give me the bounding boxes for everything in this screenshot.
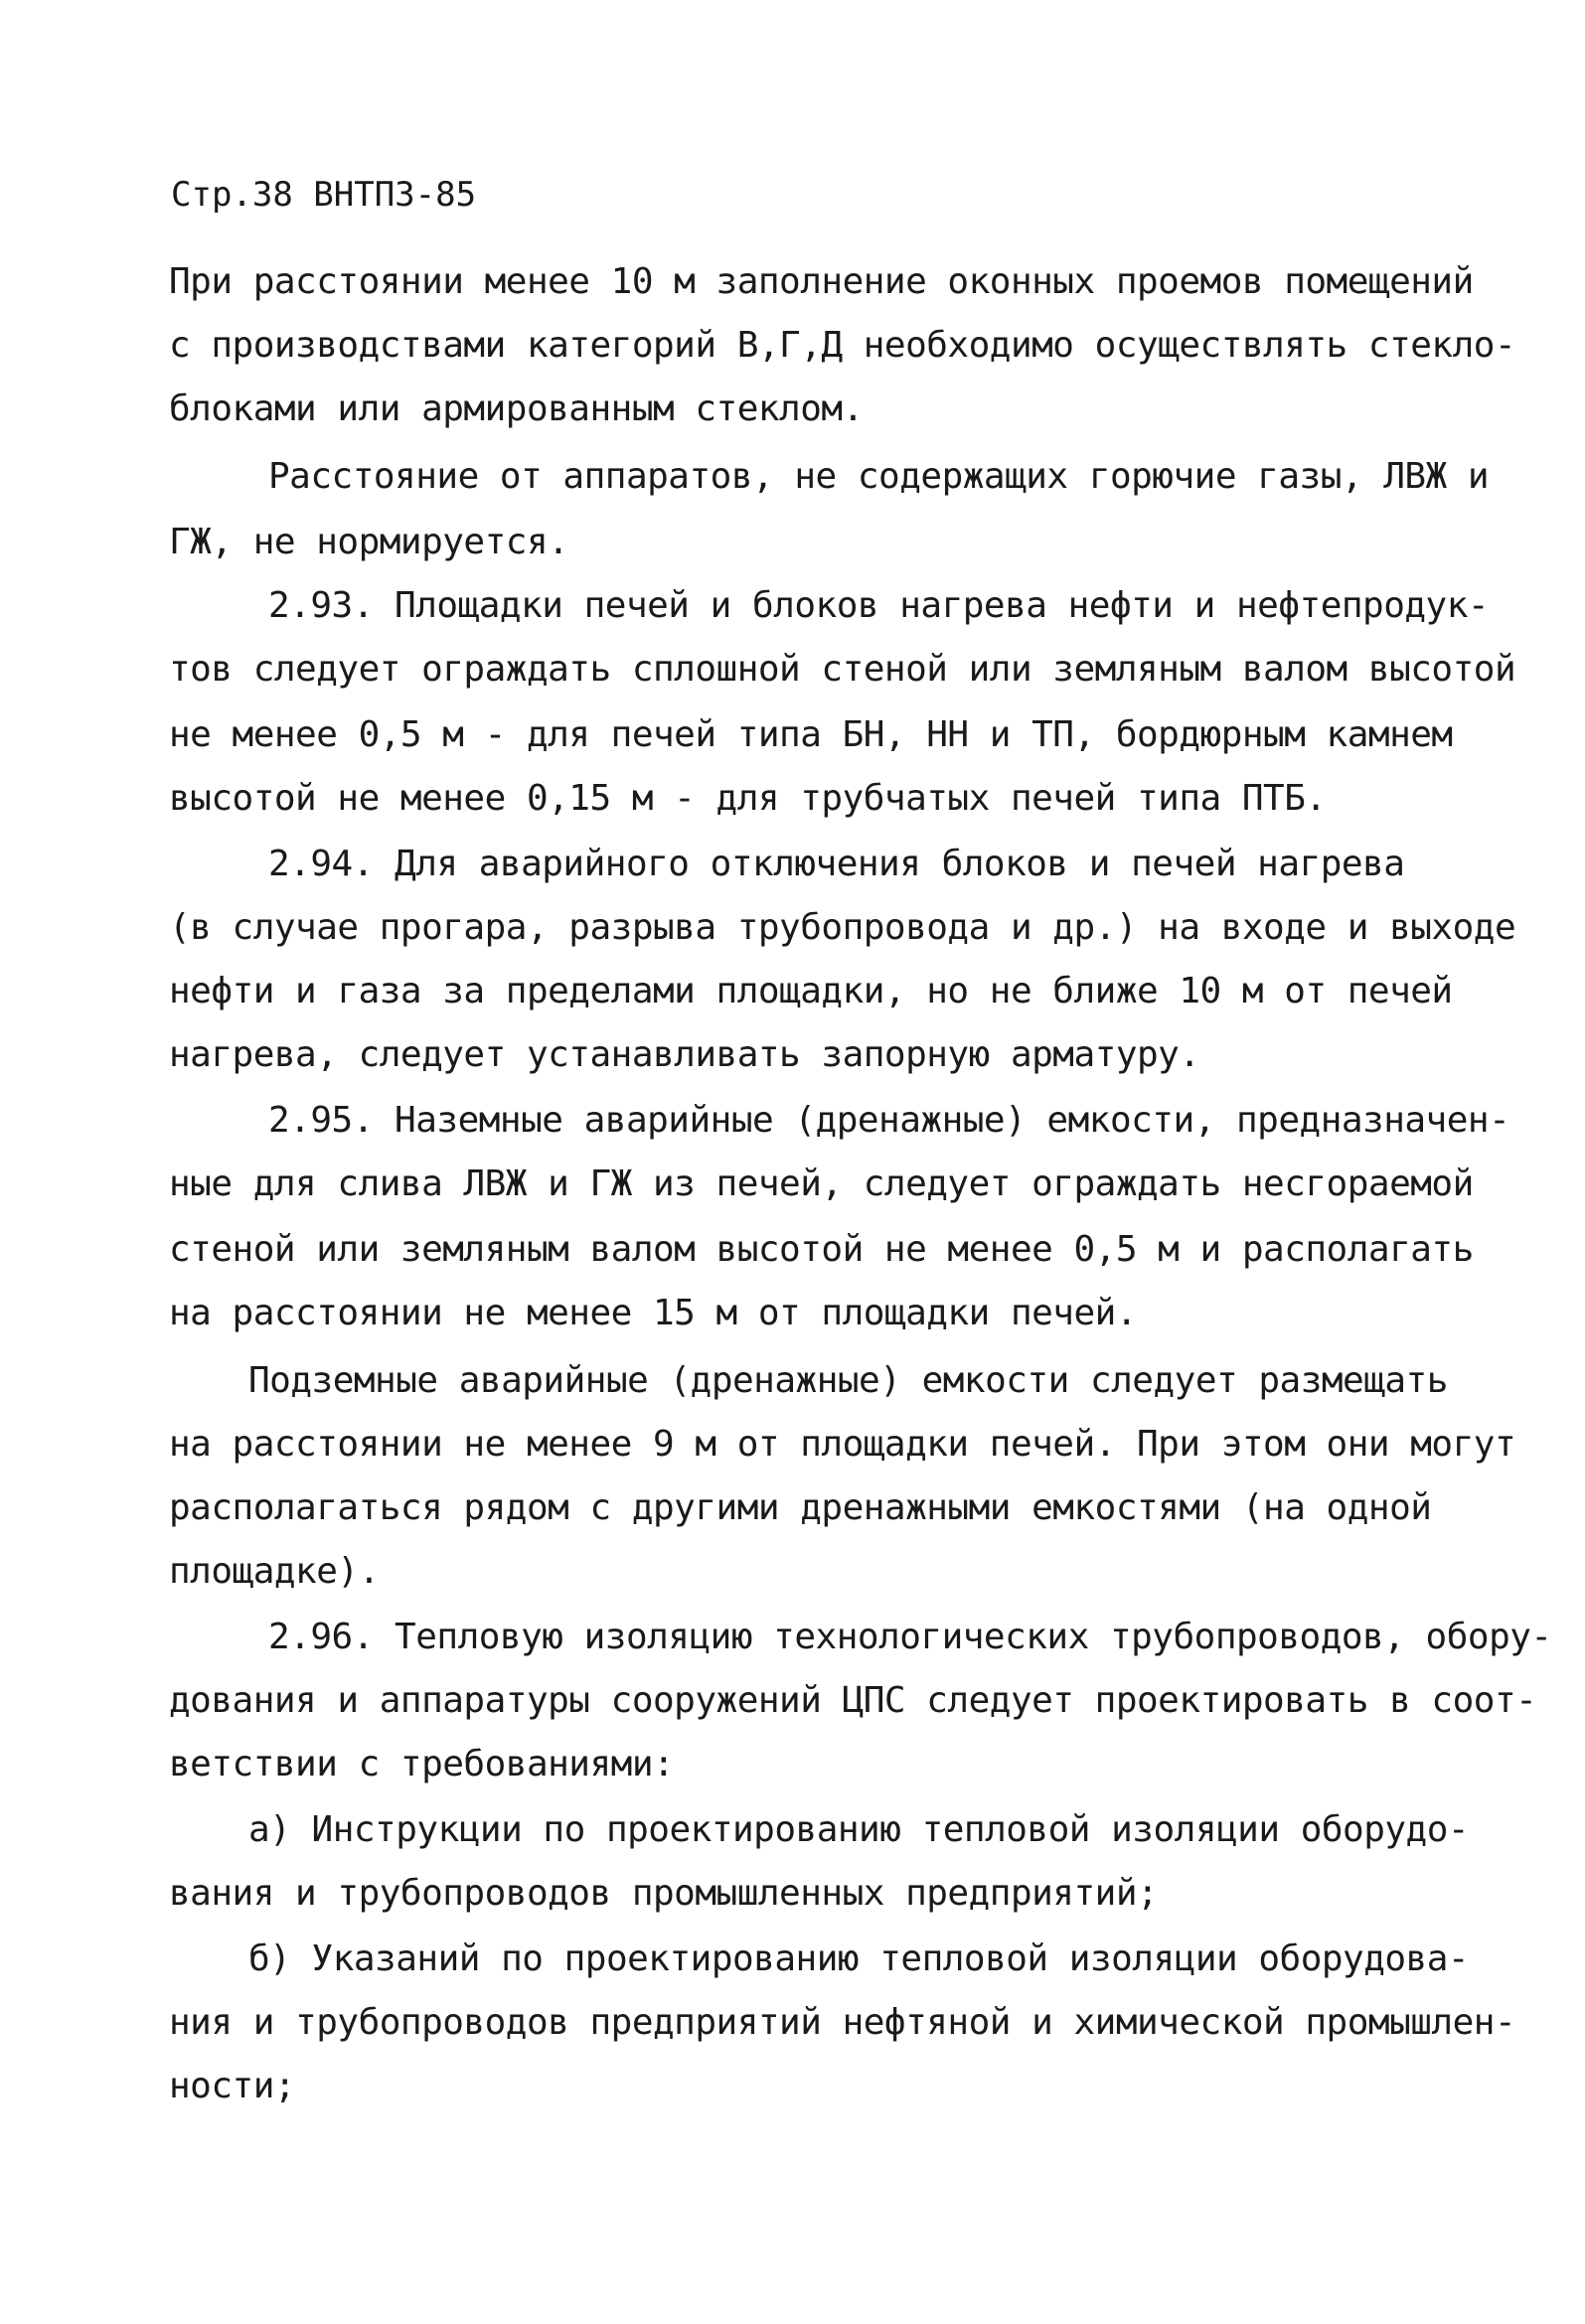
text-line: а) Инструкции по проектированию тепловой изоляции оборудо- bbox=[248, 1809, 1470, 1850]
text-line: блоками или армированным стеклом. bbox=[169, 388, 864, 429]
text-line: ветствии с требованиями: bbox=[169, 1744, 675, 1784]
text-line: Подземные аварийные (дренажные) емкости следует размещать bbox=[248, 1360, 1448, 1401]
page-header: Стр.38 ВНТПЗ-85 bbox=[171, 175, 477, 215]
text-line: располагаться рядом с другими дренажными емкостями (на одной bbox=[169, 1487, 1432, 1528]
text-line: 2.94. Для аварийного отключения блоков и печей нагрева bbox=[268, 844, 1405, 884]
text-line: При расстоянии менее 10 м заполнение оконных проемов помещений bbox=[169, 261, 1474, 302]
text-line: 2.93. Площадки печей и блоков нагрева нефти и нефтепродук- bbox=[268, 585, 1490, 626]
text-line: стеной или земляным валом высотой не менее 0,5 м и располагать bbox=[169, 1229, 1474, 1270]
text-line: ные для слива ЛВЖ и ГЖ из печей, следует ограждать несгораемой bbox=[169, 1163, 1474, 1204]
text-line: нагрева, следует устанавливать запорную арматуру. bbox=[169, 1034, 1200, 1075]
text-line: высотой не менее 0,15 м - для трубчатых печей типа ПТБ. bbox=[169, 778, 1327, 819]
text-line: дования и аппаратуры сооружений ЦПС следует проектировать в соот- bbox=[169, 1680, 1537, 1721]
text-line: Расстояние от аппаратов, не содержащих горючие газы, ЛВЖ и bbox=[268, 456, 1490, 497]
text-line: ности; bbox=[169, 2066, 296, 2106]
text-line: не менее 0,5 м - для печей типа БН, НН и ТП, бордюрным камнем bbox=[169, 714, 1453, 755]
text-line: с производствами категорий В,Г,Д необходимо осуществлять стекло- bbox=[169, 325, 1516, 366]
text-line: 2.95. Наземные аварийные (дренажные) емкости, предназначен- bbox=[268, 1100, 1510, 1141]
text-line: (в случае прогара, разрыва трубопровода и др.) на входе и выходе bbox=[169, 907, 1516, 948]
text-line: вания и трубопроводов промышленных предприятий; bbox=[169, 1873, 1159, 1914]
text-line: на расстоянии не менее 9 м от площадки печей. При этом они могут bbox=[169, 1424, 1516, 1465]
text-line: нефти и газа за пределами площадки, но не ближе 10 м от печей bbox=[169, 971, 1453, 1011]
text-line: ГЖ, не нормируется. bbox=[169, 522, 569, 562]
text-line: б) Указаний по проектированию тепловой изоляции оборудова- bbox=[248, 1938, 1470, 1979]
text-line: ния и трубопроводов предприятий нефтяной и химической промышлен- bbox=[169, 2002, 1516, 2043]
text-line: тов следует ограждать сплошной стеной или земляным валом высотой bbox=[169, 649, 1516, 690]
text-line: на расстоянии не менее 15 м от площадки печей. bbox=[169, 1293, 1137, 1333]
text-line: 2.96. Тепловую изоляцию технологических трубопроводов, обору- bbox=[268, 1617, 1552, 1657]
text-line: площадке). bbox=[169, 1551, 380, 1592]
